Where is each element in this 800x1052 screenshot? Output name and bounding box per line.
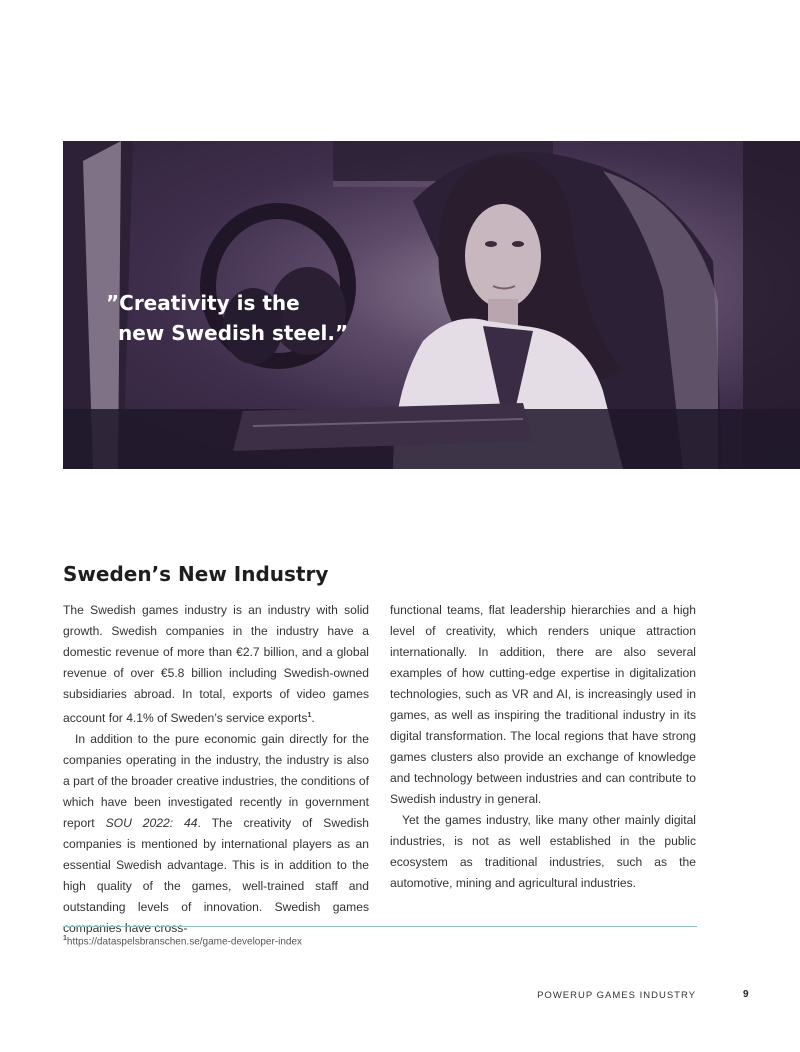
paragraph-1-end: . xyxy=(311,711,315,726)
paragraph-1 xyxy=(63,600,369,729)
paragraph-4: Yet the games industry, like many other mainly digital industries, is not as well established in the public ecosystem as traditional industries, such as the automotive, mining and agricultural industries. xyxy=(390,813,696,890)
paragraph-1-text: The Swedish games industry is an industry with solid growth. Swedish companies in the industry have a domestic revenue of more than €2.7 billion, and a global revenue of over €5.8 billion including Swedish-owned subsidiaries abroad. In total, exports of video games account for 4.1% of Sweden’s service exports xyxy=(63,603,369,726)
report-reference: SOU 2022: 44 xyxy=(105,816,198,831)
paragraph-2-end: . The creativity of Swedish companies is mentioned by international players as an essential Swedish advantage. This is in addition to the high quality of the games, well-trained staff and outstanding levels of innovation. Swedish games companies have cross- xyxy=(63,816,369,936)
paragraph-2-start: In addition to the pure economic gain directly for the companies operating in the industry, the industry is also a part of the broader creative industries, the conditions of which have been investigated recently in government report xyxy=(63,732,369,831)
section-heading: Sweden’s New Industry xyxy=(63,562,329,586)
left-column xyxy=(63,600,369,939)
running-footer: POWERUP GAMES INDUSTRY xyxy=(537,990,696,1001)
pull-quote xyxy=(106,288,426,348)
footnote-ref[interactable]: 1 xyxy=(307,712,312,719)
footnote xyxy=(63,935,302,947)
footnote-marker: 1 xyxy=(63,935,67,942)
pull-quote-line-2: new Swedish steel.” xyxy=(118,321,349,345)
pull-quote-line-1: ”Creativity is the xyxy=(106,291,300,315)
paragraph-3: functional teams, flat leadership hierarchies and a high level of creativity, which renders unique attraction internationally. In addition, there are also several examples of how cutting-edge expertise in digitalization technologies, such as VR and AI, is increasingly used in games, as well as inspiring the traditional industry in its digital transformation. The local regions that have strong games clusters also provide an exchange of knowledge and technology between industries and can contribute to Swedish industry in general. xyxy=(390,603,696,806)
footnote-divider xyxy=(63,926,697,927)
right-column xyxy=(390,600,696,894)
page-number: 9 xyxy=(743,989,749,1000)
footnote-link[interactable]: https://dataspelsbranschen.se/game-developer-index xyxy=(66,936,303,948)
paragraph-2 xyxy=(63,729,369,939)
